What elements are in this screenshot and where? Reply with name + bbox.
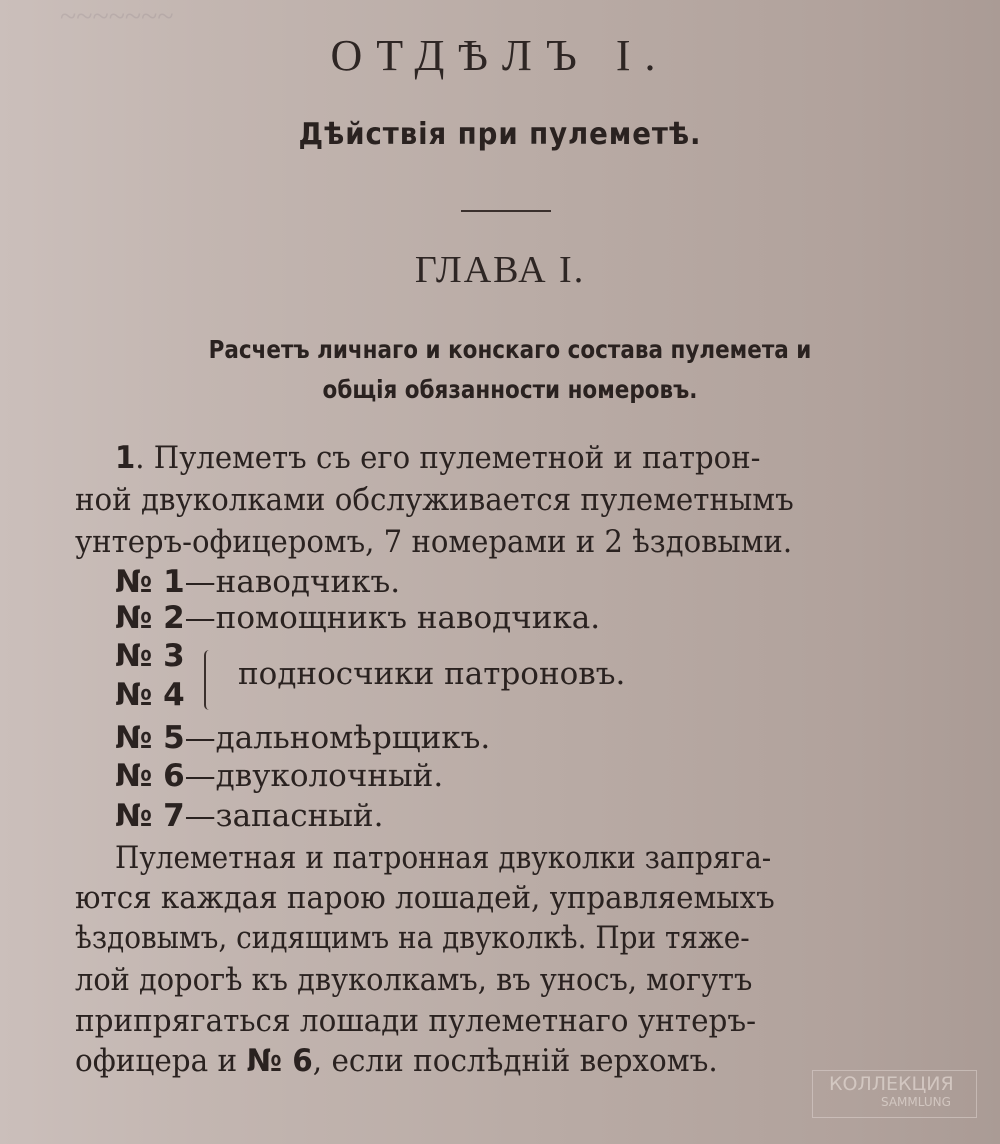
paragraph-number-ref: № 6 — [246, 1043, 313, 1079]
roster-item-7 — [115, 798, 383, 834]
paragraph-1-line: ной двуколками обслуживается пулеметнымъ — [75, 482, 794, 518]
roster-group-text — [238, 656, 625, 692]
watermark-logo — [812, 1070, 977, 1118]
roster-item-6 — [115, 758, 443, 794]
paragraph-2-line — [75, 1043, 883, 1079]
brace-icon — [204, 650, 214, 710]
section-subtitle: Дѣйствія при пулеметѣ. — [298, 117, 702, 152]
roster-item-3 — [115, 638, 185, 674]
section-title: ОТДѢЛЪ I. — [330, 31, 670, 80]
paragraph-1-line — [115, 440, 914, 476]
divider-rule — [461, 210, 551, 212]
chapter-subtitle-line: общія обязанности номеровъ. — [322, 375, 698, 404]
roster-role: —помощникъ наводчика. — [184, 600, 601, 636]
roster-item-5 — [115, 720, 490, 756]
watermark-main-text: КОЛЛЕКЦИЯ — [829, 1073, 954, 1095]
chapter-title: ГЛАВА I. — [414, 249, 586, 291]
roster-role: —запасный. — [184, 798, 384, 834]
paragraph-text: офицера и — [75, 1043, 247, 1079]
bleed-through-text: ~~~~~~~ — [60, 0, 174, 33]
chapter-subtitle — [60, 330, 960, 410]
roster-role: подносчики патроновъ. — [238, 656, 626, 692]
paragraph-2-line: припрягаться лошади пулеметнаго унтеръ- — [75, 1003, 757, 1039]
paragraph-text: , если послѣдній верхомъ. — [312, 1043, 718, 1079]
paragraph-2-line: ются каждая парою лошадей, управляемыхъ — [75, 880, 775, 916]
roster-item-1 — [115, 564, 400, 600]
roster-number: № 5 — [115, 720, 185, 756]
roster-number: № 1 — [115, 564, 185, 600]
paragraph-number: 1 — [115, 440, 136, 476]
roster-item-2 — [115, 600, 600, 636]
paragraph-1-line: унтеръ-офицеромъ, 7 номерами и 2 ѣздовыми. — [75, 524, 793, 560]
roster-number: № 7 — [115, 798, 185, 834]
paragraph-2-line: лой дорогѣ къ двуколкамъ, въ уносъ, могутъ — [75, 962, 753, 998]
chapter-subtitle-line: Расчетъ личнаго и конскаго состава пулемета и — [208, 335, 812, 364]
roster-number: № 2 — [115, 600, 185, 636]
paragraph-text: . Пулеметъ съ его пулеметной и патрон- — [135, 440, 761, 476]
roster-number: № 4 — [115, 677, 185, 713]
roster-number: № 3 — [115, 638, 185, 674]
roster-item-4 — [115, 677, 185, 713]
paragraph-2-line: ѣздовымъ, сидящимъ на двуколкѣ. При тяже- — [75, 920, 750, 956]
paragraph-2-line: Пулеметная и патронная двуколки запряга- — [115, 840, 772, 876]
roster-role: —дальномѣрщикъ. — [184, 720, 491, 756]
roster-role: —наводчикъ. — [184, 564, 401, 600]
roster-role: —двуколочный. — [184, 758, 444, 794]
watermark-sub-text: SAMMLUNG — [881, 1095, 951, 1109]
roster-number: № 6 — [115, 758, 185, 794]
